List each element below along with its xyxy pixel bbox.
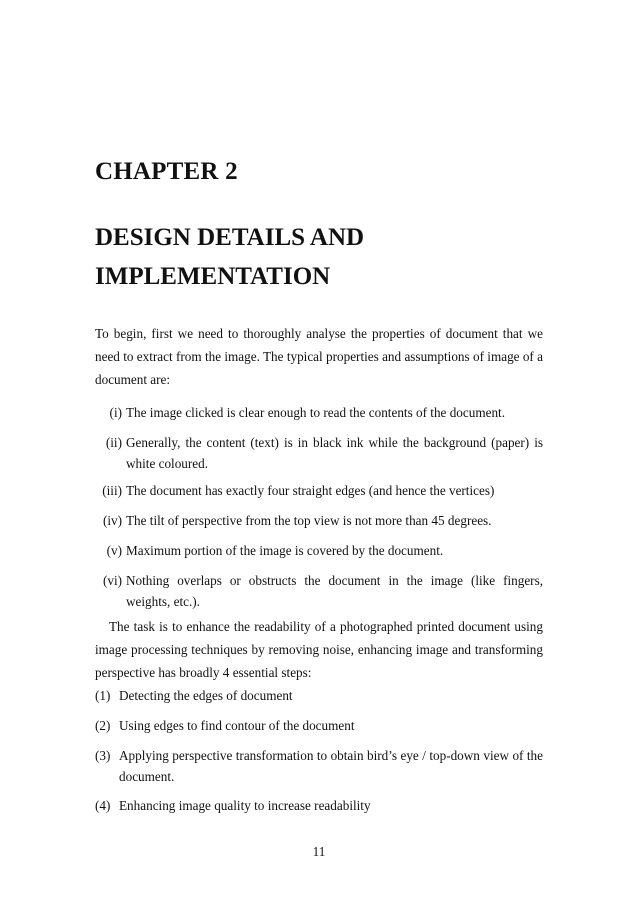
list-item <box>95 480 543 501</box>
page-number: 11 <box>312 844 326 859</box>
list-marker: (iv) <box>102 513 122 528</box>
list-item <box>95 510 543 531</box>
list-item-text: The tilt of perspective from the top view is not more than 45 degrees. <box>126 513 492 528</box>
list-marker: (iii) <box>102 483 122 498</box>
list-item <box>95 685 543 706</box>
list-marker: (4) <box>95 798 111 813</box>
list-item-text: Generally, the content (text) is in black ink while the background (paper) is white coloured. <box>126 435 543 471</box>
list-marker: (1) <box>95 688 111 703</box>
list-item <box>95 715 543 736</box>
list-item <box>95 540 543 561</box>
list-marker: (3) <box>95 748 111 763</box>
list-marker: (2) <box>95 718 111 733</box>
list-item <box>95 745 543 787</box>
list-marker: (v) <box>106 543 122 558</box>
list-item-text: Applying perspective transformation to obtain bird’s eye / top-down view of the document. <box>119 748 543 784</box>
list-item-text: The document has exactly four straight edges (and hence the vertices) <box>126 483 495 498</box>
list-marker: (vi) <box>102 573 122 588</box>
chapter-label: CHAPTER 2 <box>95 158 238 185</box>
chapter-title-line-2: IMPLEMENTATION <box>95 263 331 290</box>
intro-paragraph: To begin, first we need to thoroughly analyse the properties of document that we need to extract from the image. The typical properties and assumptions of image of a document are: <box>95 326 543 387</box>
chapter-title-line-1: DESIGN DETAILS AND <box>95 224 365 251</box>
list-item <box>95 432 543 474</box>
list-marker: (i) <box>109 405 122 420</box>
list-item-text: Detecting the edges of document <box>119 688 293 703</box>
list-item <box>95 795 543 816</box>
chapter-title <box>95 218 543 296</box>
list-item-text: Enhancing image quality to increase readability <box>119 798 371 813</box>
list-marker: (ii) <box>105 435 122 450</box>
list-item-text: Using edges to find contour of the document <box>119 718 355 733</box>
list-item <box>95 402 543 423</box>
list-item-text: The image clicked is clear enough to read the contents of the document. <box>126 405 505 420</box>
list-item <box>95 570 543 612</box>
list-item-text: Nothing overlaps or obstructs the document in the image (like fingers, weights, etc.). <box>126 573 543 609</box>
list-item-text: Maximum portion of the image is covered by the document. <box>126 543 444 558</box>
task-paragraph: The task is to enhance the readability of a photographed printed document using image processing techniques by removing noise, enhancing image and transforming perspective has broadly 4 essential steps: <box>95 619 543 680</box>
